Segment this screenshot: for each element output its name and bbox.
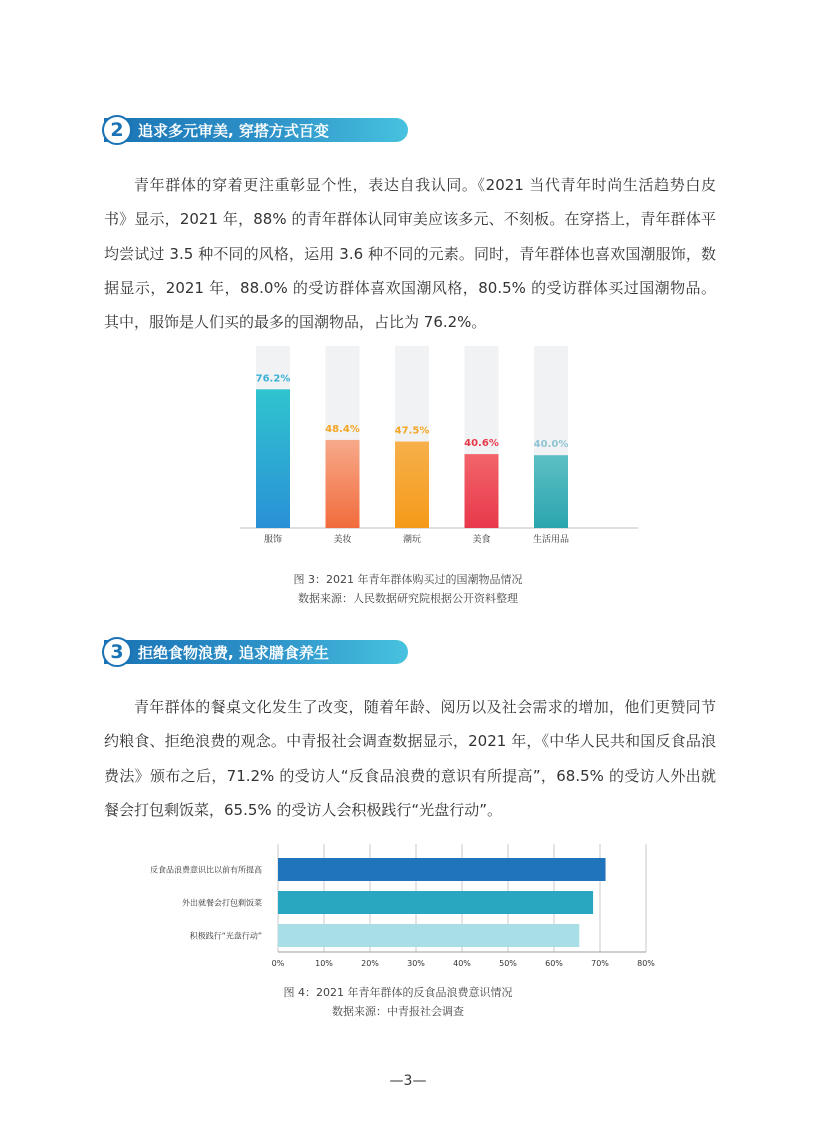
section-title: 追求多元审美, 穿搭方式百变 [138,122,329,140]
category-label: 反食品浪费意识比以前有所提高 [150,865,262,875]
category-label: 积极践行“光盘行动” [189,931,262,941]
hbar-2 [278,924,579,947]
figure-4-source: 数据来源：中青报社会调查 [332,1005,464,1018]
tick-label: 30% [407,959,425,968]
data-label: 40.0% [533,439,569,451]
category-label: 美妆 [333,535,352,545]
tick-label: 0% [271,959,285,968]
figure-3-bar-chart [240,340,640,550]
data-label: 47.5% [394,425,430,437]
figure-3-caption: 图 3：2021 年青年群体购买过的国潮物品情况 [293,573,523,586]
section-2-header [104,118,408,142]
bar-潮玩 [395,442,429,528]
page-number: —3— [389,1073,427,1089]
hbar-1 [278,891,593,914]
section-3-paragraph: 青年群体的餐桌文化发生了改变，随着年龄、阅历以及社会需求的增加，他们更赞同节约粮食、拒绝浪费的观念。中青报社会调查数据显示，2021 年，《中华人民共和国反食品浪费法》颁布之后，71.2% 的受访人“反食品浪费的意识有所提高”，68.5% 的受访人外出就餐会打包剩饭菜，65.5% 的受访人会积极践行“光盘行动”。 [104,698,716,819]
hbar-0 [278,858,606,881]
tick-label: 80% [637,959,655,968]
section-number: 2 [102,115,132,145]
bar-服饰 [256,389,290,528]
tick-label: 20% [361,959,379,968]
section-number: 3 [102,637,132,667]
tick-label: 50% [499,959,517,968]
section-3-header [104,640,408,664]
data-label: 76.2% [255,373,291,385]
section-2-paragraph: 青年群体的穿着更注重彰显个性，表达自我认同。《2021 当代青年时尚生活趋势白皮书》显示，2021 年，88% 的青年群体认同审美应该多元、不刻板。在穿搭上，青年群体平均尝试过 3.5 种不同的风格，运用 3.6 种不同的元素。同时，青年群体也喜欢国潮服饰，数据显示，2021 年，88.0% 的受访群体喜欢国潮风格，80.5% 的受访群体买过国潮物品。其中，服饰是人们买的最多的国潮物品，占比为 76.2%。 [104,176,716,332]
data-label: 40.6% [464,438,499,450]
tick-label: 40% [453,959,471,968]
section-title: 拒绝食物浪费, 追求膳食养生 [138,644,329,662]
category-label: 生活用品 [532,535,570,545]
tick-label: 70% [591,959,609,968]
figure-3-source: 数据来源：人民数据研究院根据公开资料整理 [298,592,518,605]
category-label: 美食 [472,535,491,545]
data-label: 48.4% [325,423,360,435]
bar-美妆 [326,440,360,528]
category-label: 外出就餐会打包剩饭菜 [182,898,262,908]
category-label: 潮玩 [402,535,422,545]
figure-4-hbar-chart [110,840,670,980]
bar-生活用品 [534,455,568,528]
figure-4-caption: 图 4：2021 年青年群体的反食品浪费意识情况 [283,986,513,999]
tick-label: 10% [315,959,333,968]
tick-label: 60% [545,959,563,968]
category-label: 服饰 [263,535,283,545]
bar-美食 [465,454,499,528]
